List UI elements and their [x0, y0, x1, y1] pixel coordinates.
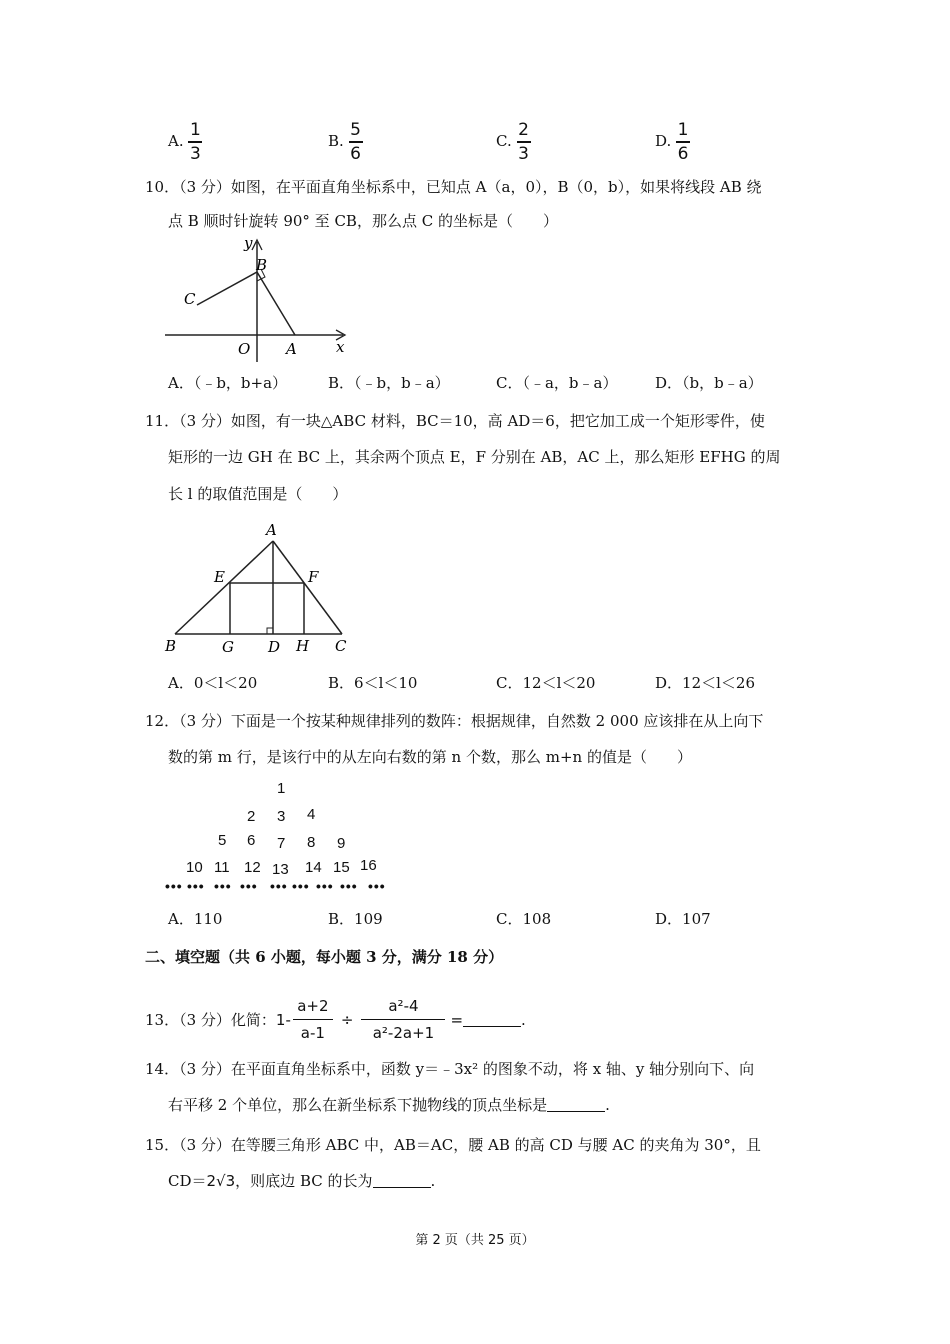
q15-line1: 15．（3 分）在等腰三角形 ABC 中，AB＝AC，腰 AB 的高 CD 与腰 AC 的夹角为 30°，且 — [145, 1136, 761, 1154]
q12-option-c: C．108 — [496, 910, 552, 928]
q11-side-ac — [273, 541, 342, 634]
q12-line1: 12．（3 分）下面是一个按某种规律排列的数阵：根据规律，自然数 2 000 应该排在从上向下 — [145, 712, 764, 730]
matrix-ellipsis: ••• — [270, 878, 288, 894]
q10-label-b: B — [256, 256, 268, 274]
q13-one: 1 — [275, 1010, 286, 1029]
q15-rest: ，则底边 BC 的长为 — [235, 1172, 373, 1190]
q13-f1-den: a-1 — [300, 1024, 325, 1043]
q10-label-c: C — [184, 290, 196, 308]
q12-option-a: A．110 — [168, 910, 223, 928]
section-heading: 二、填空题（共 6 小题，每小题 3 分，满分 18 分） — [145, 948, 504, 966]
q13 — [145, 995, 526, 1044]
q11-label-e: E — [214, 568, 225, 586]
q11-label-f: F — [308, 568, 319, 586]
q12-line2: 数的第 m 行，是该行中的从左向右数的第 n 个数，那么 m+n 的值是（ ） — [168, 748, 692, 766]
matrix-ellipsis: ••• — [368, 878, 386, 894]
q11-option-d: D．12＜l＜26 — [655, 674, 755, 692]
q14-line2-text: 右平移 2 个单位，那么在新坐标系下抛物线的顶点坐标是 — [168, 1096, 548, 1114]
q10-label-x: x — [336, 338, 345, 356]
q15-value: 2√3 — [206, 1172, 236, 1190]
matrix-ellipsis: ••• — [165, 878, 183, 894]
q10-segment-ab — [257, 272, 295, 335]
q11-label-b: B — [165, 637, 177, 655]
q13-f2-num: a²-4 — [388, 997, 419, 1015]
matrix-number: 8 — [307, 834, 316, 851]
q11-right-angle — [267, 628, 273, 634]
matrix-number: 4 — [307, 806, 316, 823]
matrix-number: 13 — [272, 861, 289, 878]
q11-figure — [160, 518, 360, 658]
matrix-ellipsis: ••• — [214, 878, 232, 894]
q10-option-a: A．（﹣b，b+a） — [168, 374, 288, 392]
q9-option-b: B. $\frac{5}{6}$ — [328, 120, 361, 164]
q13-prefix: 13．（3 分）化简： — [145, 1010, 276, 1029]
q10-segment-cb — [197, 272, 257, 305]
matrix-number: 5 — [218, 832, 227, 849]
matrix-number: 3 — [277, 808, 286, 825]
q10-option-b: B．（﹣b，b﹣a） — [328, 374, 450, 392]
q10-option-d: D．（b，b﹣a） — [655, 374, 763, 392]
q13-expression — [276, 995, 463, 1044]
q11-option-c: C．12＜l＜20 — [496, 674, 596, 692]
q11-option-b: B．6＜l＜10 — [328, 674, 418, 692]
matrix-ellipsis: ••• — [187, 878, 205, 894]
matrix-number: 7 — [277, 835, 286, 852]
q12-option-b: B．109 — [328, 910, 383, 928]
q11-line3: 长 l 的取值范围是（ ） — [168, 485, 348, 503]
q9-option-d: D. $\frac{1}{6}$ — [655, 120, 689, 164]
matrix-ellipsis: ••• — [292, 878, 310, 894]
matrix-number: 16 — [360, 857, 377, 874]
matrix-number: 15 — [333, 859, 350, 876]
matrix-ellipsis: ••• — [316, 878, 334, 894]
q15-cd: CD＝ — [168, 1172, 207, 1190]
q10-figure — [160, 232, 360, 367]
q14-end: . — [605, 1096, 610, 1114]
matrix-number: 2 — [247, 808, 256, 825]
q15-line2 — [168, 1170, 435, 1192]
matrix-number: 9 — [337, 835, 346, 852]
q12-option-d: D．107 — [655, 910, 711, 928]
q13-blank — [463, 1012, 521, 1027]
q13-div: ÷ — [340, 1010, 354, 1029]
q10-label-o: O — [238, 340, 251, 358]
q13-f2-den: a²-2a+1 — [372, 1024, 435, 1043]
q11-option-a: A．0＜l＜20 — [168, 674, 258, 692]
matrix-number: 10 — [186, 859, 203, 876]
matrix-number: 6 — [247, 832, 256, 849]
matrix-number: 14 — [305, 859, 322, 876]
q9-option-a: A. $\frac{1}{3}$ — [168, 120, 201, 164]
q15-end: . — [430, 1172, 436, 1190]
q14-blank — [547, 1097, 605, 1112]
matrix-number: 11 — [214, 859, 230, 876]
q11-label-a: A — [266, 521, 277, 539]
q11-label-c: C — [335, 637, 347, 655]
q11-label-g: G — [222, 638, 234, 656]
q10-line1: 10．（3 分）如图，在平面直角坐标系中，已知点 A（a，0），B（0，b），如果将线段 AB 绕 — [145, 178, 762, 196]
q11-side-ab — [175, 541, 273, 634]
matrix-number: 12 — [244, 859, 261, 876]
q14-line2 — [168, 1094, 610, 1116]
q11-label-h: H — [296, 637, 310, 655]
matrix-ellipsis: ••• — [340, 878, 358, 894]
q10-line2: 点 B 顺时针旋转 90° 至 CB，那么点 C 的坐标是（ ） — [168, 212, 558, 230]
q13-minus: - — [285, 1010, 291, 1029]
q9-option-c: C. $\frac{2}{3}$ — [496, 120, 529, 164]
matrix-number: 1 — [277, 780, 286, 797]
q13-eq: = — [450, 1010, 464, 1029]
matrix-ellipsis: ••• — [240, 878, 258, 894]
q15-blank — [373, 1173, 431, 1188]
q10-label-a: A — [286, 340, 297, 358]
q13-f1-num: a+2 — [297, 997, 329, 1015]
q10-label-y: y — [244, 234, 253, 252]
q11-label-d: D — [268, 638, 281, 656]
page-footer: 第 2 页（共 25 页） — [415, 1233, 535, 1248]
q10-option-c: C．（﹣a，b﹣a） — [496, 374, 618, 392]
q11-line1: 11．（3 分）如图，有一块△ABC 材料，BC＝10，高 AD＝6，把它加工成一个矩形零件，使 — [145, 412, 765, 430]
q11-line2: 矩形的一边 GH 在 BC 上，其余两个顶点 E，F 分别在 AB，AC 上，那么矩形 EFHG 的周 — [168, 448, 781, 466]
q13-end: . — [521, 1010, 526, 1029]
q14-line1: 14．（3 分）在平面直角坐标系中，函数 y＝﹣3x² 的图象不动，将 x 轴、y 轴分别向下、向 — [145, 1060, 755, 1078]
